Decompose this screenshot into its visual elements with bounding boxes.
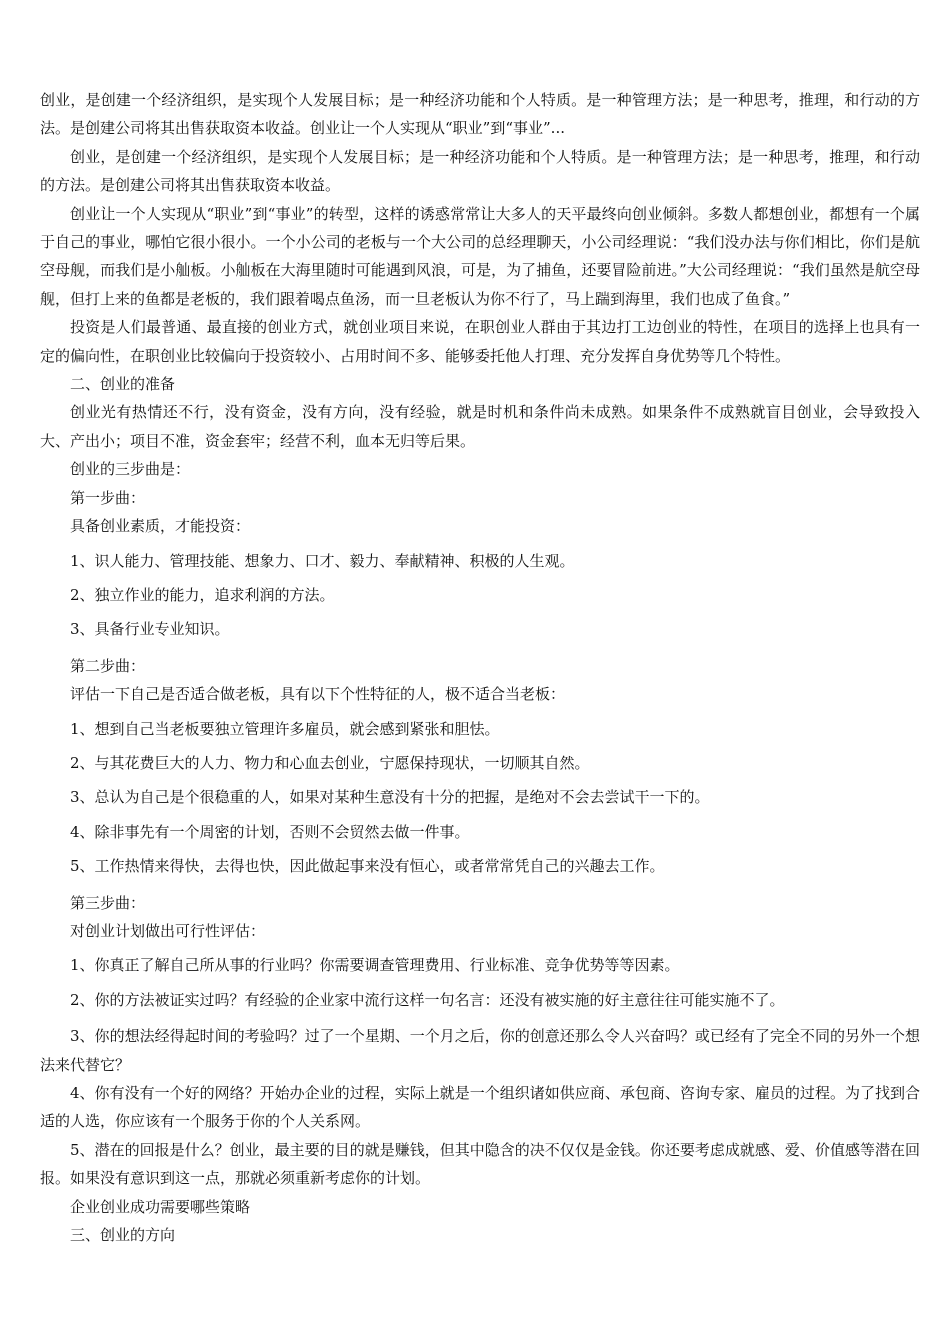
preparation-paragraph: 创业光有热情还不行，没有资金，没有方向，没有经验，就是时机和条件尚未成熟。如果条件不成熟就盲目创业，会导致投入大、产出小；项目不准，资金套牢；经营不利，血本无归等后果。 xyxy=(40,403,920,450)
step-two-heading: 第二步曲： xyxy=(70,656,146,675)
step-two-item-4: 4、除非事先有一个周密的计划，否则不会贸然去做一件事。 xyxy=(70,822,470,841)
step-three-item-1: 1、你真正了解自己所从事的行业吗？你需要调查管理费用、行业标准、竞争优势等等因素。 xyxy=(70,956,680,975)
step-three-item-2: 2、你的方法被证实过吗？有经验的企业家中流行这样一句名言：还没有被实施的好主意往往可能实施不了。 xyxy=(70,990,785,1009)
step-one-item-2: 2、独立作业的能力，追求利润的方法。 xyxy=(70,585,335,604)
step-three-heading: 第三步曲： xyxy=(70,893,146,912)
intro-summary-paragraph: 创业，是创建一个经济组织，是实现个人发展目标；是一种经济功能和个人特质。是一种管理方法；是一种思考，推理，和行动的方法。是创建公司将其出售获取资本收益。创业让一个人实现从“职业”到“事业”... xyxy=(40,91,920,138)
three-steps-intro: 创业的三步曲是： xyxy=(70,460,191,479)
step-three-item-4: 4、你有没有一个好的网络？开始办企业的过程，实际上就是一个组织诸如供应商、承包商、咨询专家、雇员的过程。为了找到合适的人选，你应该有一个服务于你的个人关系网。 xyxy=(40,1084,920,1131)
strategy-heading: 企业创业成功需要哪些策略 xyxy=(70,1197,251,1216)
step-one-item-1: 1、识人能力、管理技能、想象力、口才、毅力、奉献精神、积极的人生观。 xyxy=(70,551,575,570)
step-two-item-5: 5、工作热情来得快，去得也快，因此做起事来没有恒心，或者常常凭自己的兴趣去工作。 xyxy=(70,857,665,876)
step-two-item-3: 3、总认为自己是个很稳重的人，如果对某种生意没有十分的把握，是绝对不会去尝试干一下的。 xyxy=(70,788,710,807)
transition-paragraph: 创业让一个人实现从“职业”到“事业”的转型，这样的诱惑常常让大多人的天平最终向创业倾斜。多数人都想创业，都想有一个属于自己的事业，哪怕它很小很小。一个小公司的老板与一个大公司的总经理聊天，小公司经理说：“我们没办法与你们相比，你们是航空母舰，而我们是小舢板。小舢板在大海里随时可能遇到风浪，可是，为了捕鱼，还要冒险前进。”大公司经理说：“我们虽然是航空母舰，但打上来的鱼都是老板的，我们跟着喝点鱼汤，而一旦老板认为你不行了，马上踹到海里，我们也成了鱼食。” xyxy=(40,204,920,308)
step-one-heading: 第一步曲： xyxy=(70,488,146,507)
step-two-item-2: 2、与其花费巨大的人力、物力和心血去创业，宁愿保持现状，一切顺其自然。 xyxy=(70,753,590,772)
step-one-item-3: 3、具备行业专业知识。 xyxy=(70,620,230,639)
section-heading-preparation: 二、创业的准备 xyxy=(70,375,176,394)
step-three-item-5: 5、潜在的回报是什么？创业，最主要的目的就是赚钱，但其中隐含的决不仅仅是金钱。你还要考虑成就感、爱、价值感等潜在回报。如果没有意识到这一点，那就必须重新考虑你的计划。 xyxy=(40,1140,920,1188)
step-three-item-3: 3、你的想法经得起时间的考验吗？过了一个星期、一个月之后，你的创意还那么令人兴奋吗？或已经有了完全不同的另外一个想法来代替它？ xyxy=(40,1027,920,1074)
step-two-intro: 评估一下自己是否适合做老板，具有以下个性特征的人，极不适合当老板： xyxy=(70,685,566,704)
step-one-intro: 具备创业素质，才能投资： xyxy=(70,517,251,536)
document-body xyxy=(40,86,920,1249)
section-heading-direction: 三、创业的方向 xyxy=(70,1226,176,1245)
investment-paragraph: 投资是人们最普通、最直接的创业方式，就创业项目来说，在职创业人群由于其边打工边创业的特性，在项目的选择上也具有一定的偏向性，在职创业比较偏向于投资较小、占用时间不多、能够委托他人打理、充分发挥自身优势等几个特性。 xyxy=(40,318,920,365)
step-three-intro: 对创业计划做出可行性评估： xyxy=(70,921,266,940)
step-two-item-1: 1、想到自己当老板要独立管理许多雇员，就会感到紧张和胆怯。 xyxy=(70,719,500,738)
definition-paragraph: 创业，是创建一个经济组织，是实现个人发展目标；是一种经济功能和个人特质。是一种管理方法；是一种思考，推理，和行动的方法。是创建公司将其出售获取资本收益。 xyxy=(40,147,920,195)
